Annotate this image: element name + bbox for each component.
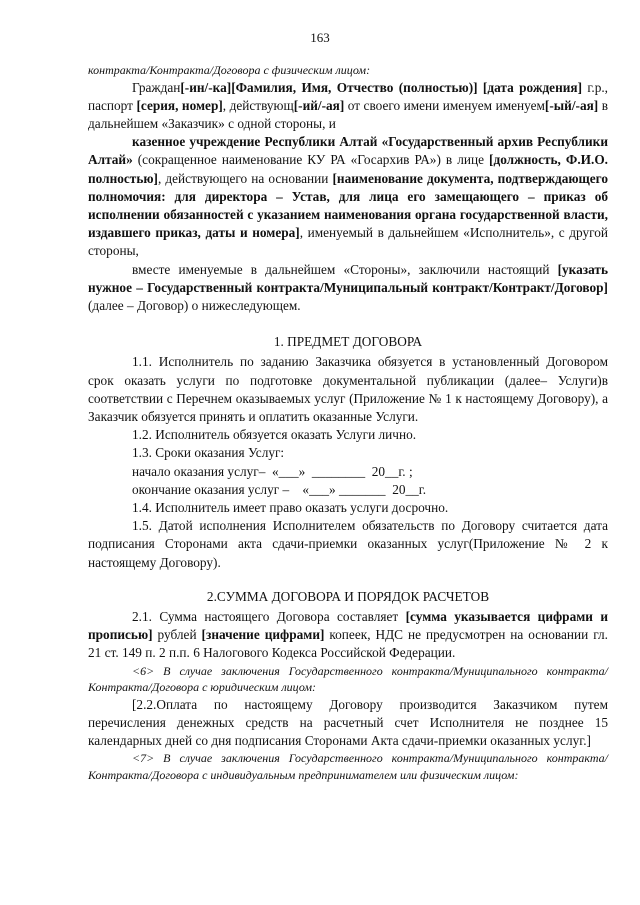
clause-1-4: 1.4. Исполнитель имеет право оказать услуги досрочно. <box>132 499 449 515</box>
clause-2-2: [2.2.Оплата по настоящему Договору производится Заказчиком путем перечисления денежных средств на расчетный счет Исполнителя не позднее 15 календарных дней со дня подписания Сторонами Акта сдачи-приемки оказанных услуг.] <box>88 696 608 748</box>
clause-2-1: 2.1. Сумма настоящего Договора составляет [сумма указывается цифрами и прописью] рублей [значение цифрами] копеек, НДС не предусмотрен на основании гл. 21 ст. 149 п. 2 п.п. 6 Налогового Кодекса Российской Федерации. <box>88 608 608 661</box>
footnote-6: <6> В случае заключения Государственного контракта/Муниципального контракта/Контракта/Договора с юридическим лицом: <box>88 663 608 695</box>
citizen-party-paragraph: Граждан[-ин/-ка][Фамилия, Имя, Отчество (полностью)] [дата рождения] г.р., паспорт [серия, номер], действующ[-ий/-ая] от своего имени именуем именуем[-ый/-ая] в дальнейшем «Заказчик» с одной стороны, и <box>88 79 608 131</box>
service-end-date: окончание оказания услуг – «___» _______ 20__г. <box>132 481 427 497</box>
clause-1-2: 1.2. Исполнитель обязуется оказать Услуги лично. <box>132 427 417 443</box>
section-2-title: 2.СУММА ДОГОВОРА И ПОРЯДОК РАСЧЕТОВ <box>206 588 490 604</box>
section-1-title: 1. ПРЕДМЕТ ДОГОВОРА <box>273 334 423 350</box>
parties-agreement-paragraph: вместе именуемые в дальнейшем «Стороны», заключили настоящий [указать нужное – Государственный контракта/Муниципальный контракт/Контракт/Договор] (далее – Договор) о нижеследующем. <box>88 261 608 313</box>
clause-1-5: 1.5. Датой исполнения Исполнителем обязательств по Договору считается дата подписания Сторонами акта сдачи-приемки оказанных услуг(Приложение № 2 к настоящему Договору). <box>88 518 608 570</box>
document-body <box>88 62 608 783</box>
footnote-continuation: контракта/Контракта/Договора с физическим лицом: <box>88 63 371 77</box>
page-number: 163 <box>310 30 330 45</box>
clause-1-3: 1.3. Сроки оказания Услуг: <box>132 445 285 461</box>
clause-1-1: 1.1. Исполнитель по заданию Заказчика обязуется в установленный Договором срок оказать услуги по подготовке документальной публикации (далее– Услуги)в соответствии с Перечнем оказываемых услуг (Приложение № 1 к настоящему Договору), а Заказчик обязуется принять и оплатить оказанные Услуги. <box>88 354 608 424</box>
executor-party-paragraph: казенное учреждение Республики Алтай «Государственный архив Республики Алтай» (сокращенное наименование КУ РА «Госархив РА») в лице [должность, Ф.И.О. полностью], действующего на основании [наименование документа, подтверждающего полномочия: для директора – Устав, для лица его замещающего – приказ об исполнении обязанностей с указанием наименования органа государственной власти, издавшего приказ, даты и номера], именуемый в дальнейшем «Исполнитель», с другой стороны, <box>88 134 609 259</box>
footnote-7: <7> В случае заключения Государственного контракта/Муниципального контракта/Контракта/Договора с индивидуальным предпринимателем или физическим лицом: <box>88 751 608 782</box>
service-start-date: начало оказания услуг– «___» ________ 20__г. ; <box>132 463 413 479</box>
